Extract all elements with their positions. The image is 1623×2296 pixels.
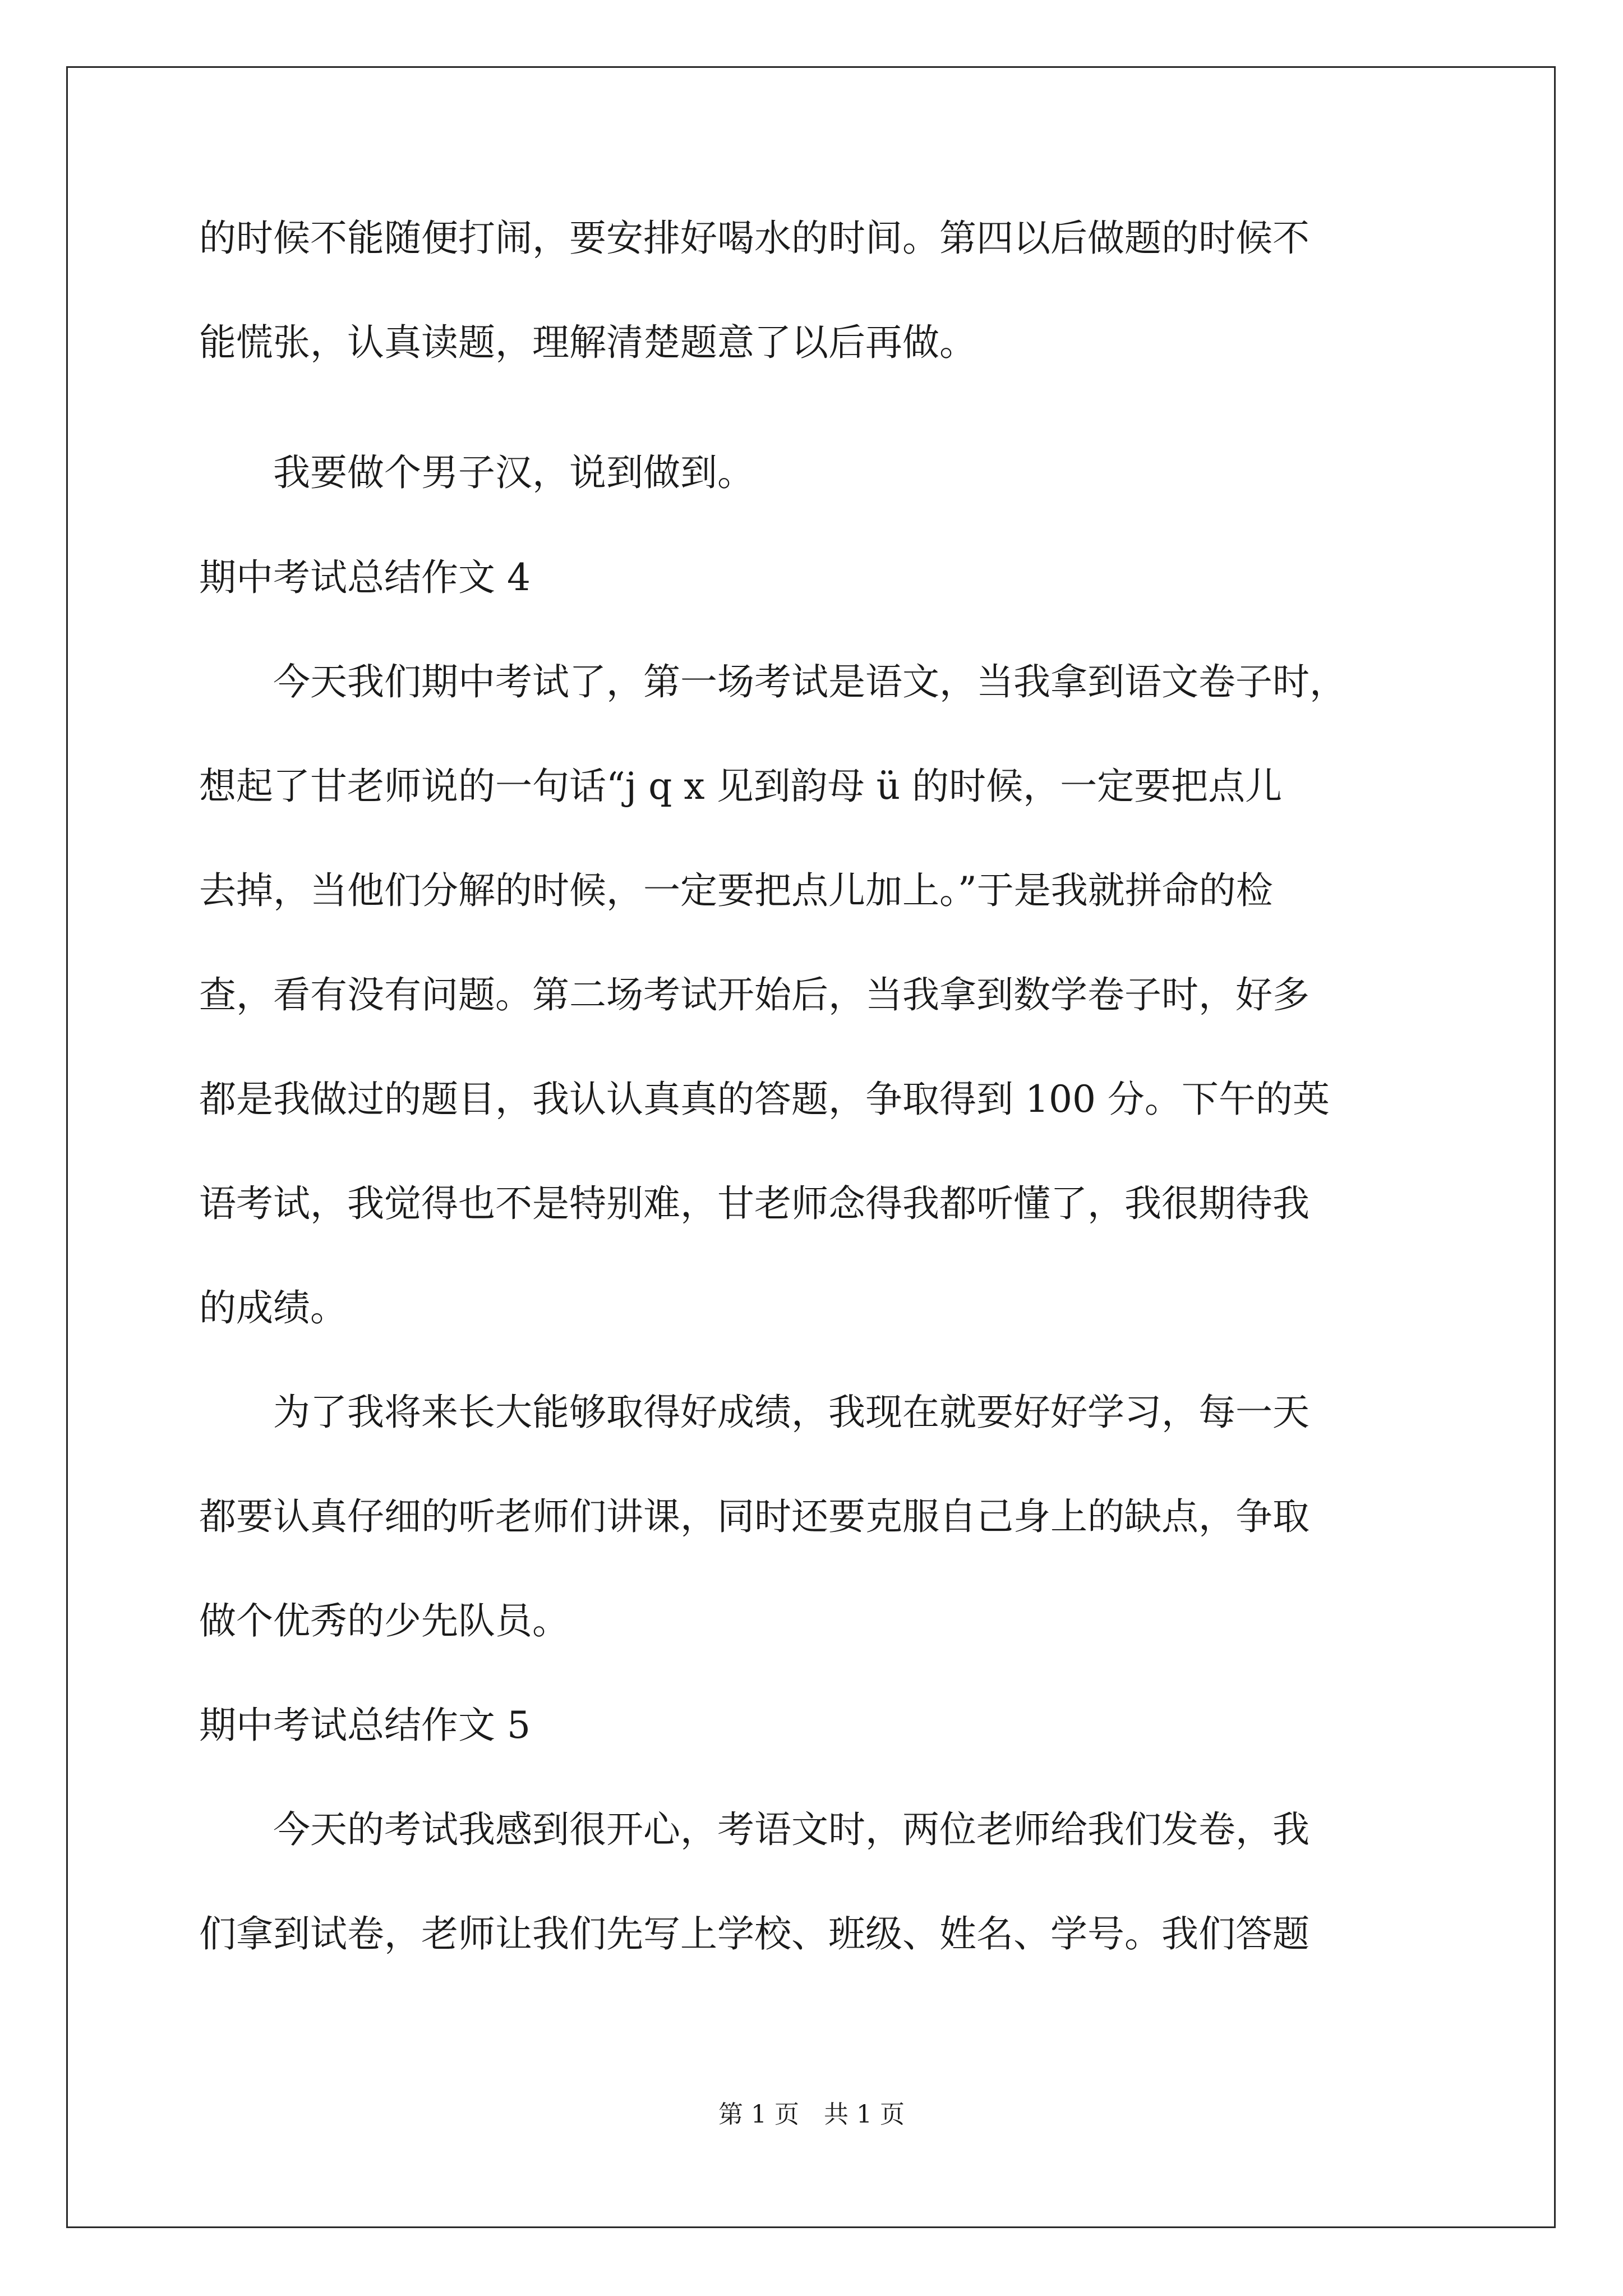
text-line: 今天我们期中考试了，第一场考试是语文，当我拿到语文卷子时， [199, 660, 1347, 703]
text-line: 能慌张，认真读题，理解清楚题意了以后再做。 [199, 321, 976, 364]
text-line: 去掉，当他们分解的时候，一定要把点儿加上。”于是我就拼命的检 [199, 869, 1273, 912]
text-line: 语考试，我觉得也不是特别难，甘老师念得我都听懂了，我很期待我 [199, 1182, 1310, 1225]
text-line: 们拿到试卷，老师让我们先写上学校、班级、姓名、学号。我们答题 [199, 1912, 1310, 1955]
text-line: 查，看有没有问题。第二场考试开始后，当我拿到数学卷子时，好多 [199, 973, 1310, 1016]
text-line: 我要做个男子汉，说到做到。 [199, 451, 754, 494]
text-line: 想起了甘老师说的一句话“j q x 见到韵母 ü 的时候，一定要把点儿 [199, 765, 1283, 808]
page-border [66, 66, 1556, 2228]
section-heading: 期中考试总结作文 5 [199, 1704, 531, 1747]
text-line: 做个优秀的少先队员。 [199, 1599, 569, 1642]
text-line: 都是我做过的题目，我认认真真的答题，争取得到 100 分。下午的英 [199, 1078, 1330, 1121]
text-line: 都要认真仔细的听老师们讲课，同时还要克服自己身上的缺点，争取 [199, 1495, 1310, 1538]
section-heading: 期中考试总结作文 4 [199, 556, 531, 599]
text-line: 今天的考试我感到很开心，考语文时，两位老师给我们发卷，我 [199, 1808, 1310, 1851]
text-line: 为了我将来长大能够取得好成绩，我现在就要好好学习，每一天 [199, 1391, 1310, 1434]
page-number-footer: 第 1 页 共 1 页 [718, 2100, 905, 2129]
text-line: 的成绩。 [199, 1286, 347, 1329]
text-line: 的时候不能随便打闹，要安排好喝水的时间。第四以后做题的时候不 [199, 217, 1310, 260]
